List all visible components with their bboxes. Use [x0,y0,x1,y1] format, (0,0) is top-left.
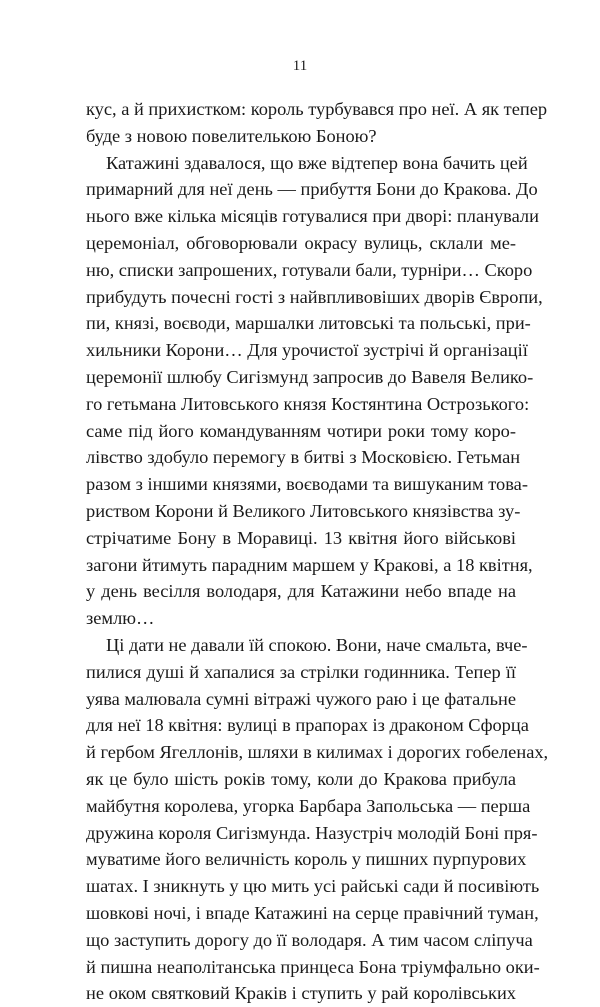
text-line: для неї 18 квітня: вулиці в прапорах із драконом Сфорца [86,715,529,736]
text-line: Ці дати не давали їй спокою. Вони, наче смальта, вче- [106,634,528,655]
text-line: загони йтимуть парадним маршем у Кракові, а 18 квітня, [86,554,533,575]
text-line: лівство здобуло перемогу в битві з Московією. Гетьман [86,447,521,468]
text-line: дружина короля Сигізмунда. Назустріч молодій Боні пря- [86,822,538,843]
text-line: шовкові ночі, і впаде Катажині на серце правічний туман, [86,902,539,923]
paragraph [86,96,548,150]
text-line: Катажині здавалося, що вже відтепер вона бачить цей [106,152,528,173]
text-line: пи, князі, воєводи, маршалки литовські та польські, при- [86,313,531,334]
text-line: пилися душі й хапалися за стрілки годинника. Тепер її [86,661,516,682]
text-line: у день весілля володаря, для Катажини небо впаде на [86,581,516,602]
text-line: церемонії шлюбу Сигізмунд запросив до Вавеля Велико- [86,366,534,387]
text-line: буде з новою повелителькою Боною? [86,125,377,146]
text-line: разом з іншими князями, воєводами та вишуканим това- [86,474,528,495]
text-line: ню, списки запрошених, готували бали, турніри… Скоро [86,259,533,280]
text-line: нього вже кілька місяців готувалися при дворі: планували [86,206,539,227]
text-line: риством Корони й Великого Литовського князівства зу- [86,500,521,521]
text-line: майбутня королева, угорка Барбара Запольська — перша [86,795,531,816]
text-line: церемоніал, обговорювали окрасу вулиць, склали ме- [86,232,516,253]
text-line: й гербом Ягеллонів, шляхи в килимах і дорогих гобеленах, [86,742,549,763]
text-line: що заступить дорогу до її володаря. А тим часом сліпуча [86,929,533,950]
text-line: хильники Корони… Для урочистої зустрічі й організації [86,340,528,361]
text-line: й пишна неаполітанська принцеса Бона тріумфально оки- [86,956,540,977]
text-line: кус, а й прихистком: король турбувався про неї. А як тепер [86,99,548,119]
text-line: землю… [86,608,155,629]
text-line: шатах. І зникнуть у цю мить усі райські сади й посивіють [86,876,540,897]
text-line: уява малювала сумні вітражі чужого раю і це фатальне [86,688,517,709]
paragraph [86,150,543,632]
paragraph [86,632,549,1007]
text-line: не оком святковий Краків і ступить у рай королівських [86,983,516,1004]
page-number: 11 [292,58,308,74]
text-line: прибудуть почесні гості з найвпливовіших дворів Європи, [86,286,543,307]
text-line: саме під його командуванням чотири роки тому коро- [86,420,516,441]
text-line: муватиме його величність король у пишних пурпурових [86,849,527,870]
text-line: примарний для неї день — прибуття Бони до Кракова. До [86,179,538,200]
text-line: го гетьмана Литовського князя Костянтина Острозького: [86,393,530,414]
text-line: стрічатиме Бону в Моравиці. 13 квітня його військові [86,527,516,548]
body-text [86,96,549,1007]
text-line: як це було шість років тому, коли до Кракова прибула [86,768,516,789]
